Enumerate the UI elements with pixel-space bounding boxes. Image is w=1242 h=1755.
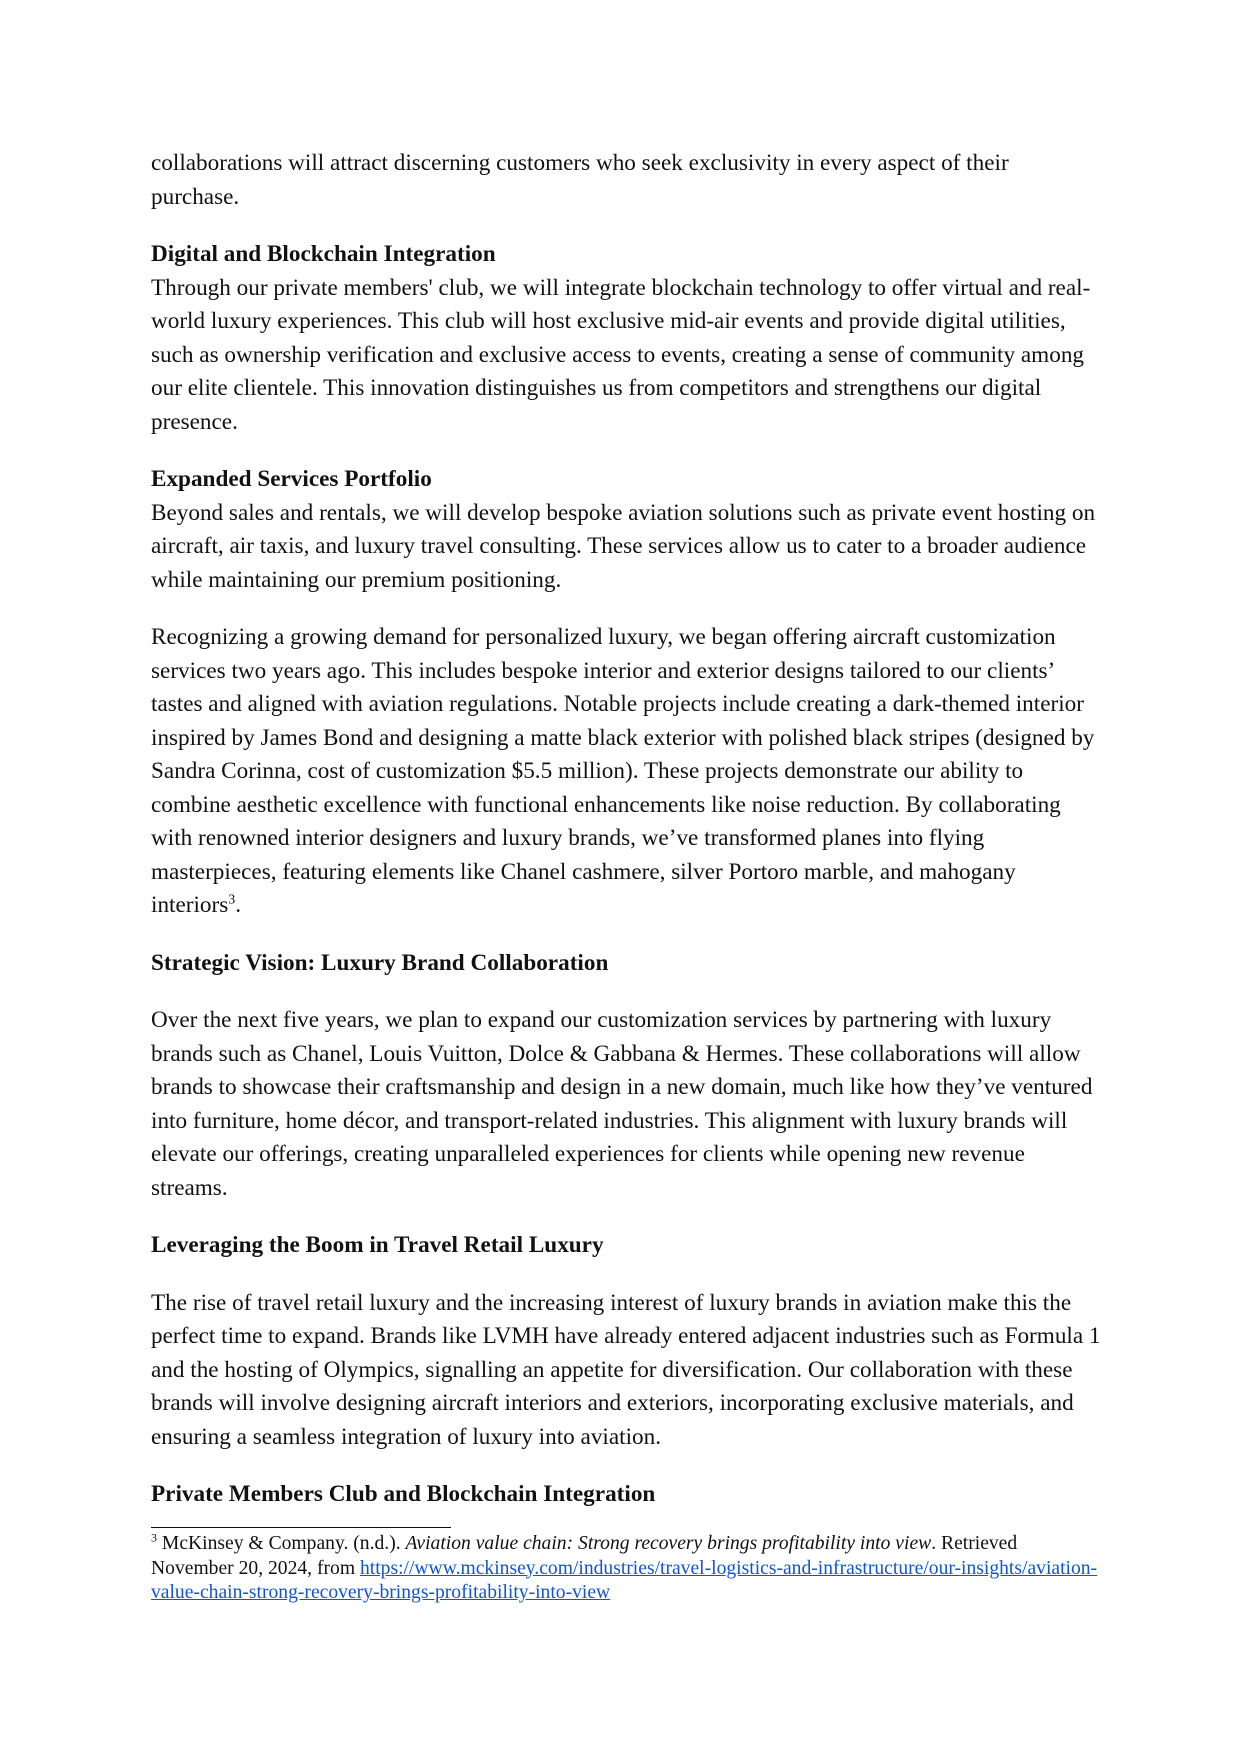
paragraph-travel-retail: The rise of travel retail luxury and the increasing interest of luxury brands in aviation make this the perfect time to expand. Brands like LVMH have already entered adjacent industries such as Formula 1 and the hosting of Olympics, signalling an appetite for diversification. Our collaboration with these brands will involve designing aircraft interiors and exteriors, incorporating exclusive materials, and ensuring a seamless integration of luxury into aviation. bbox=[151, 1289, 1101, 1450]
heading-digital-blockchain: Digital and Blockchain Integration bbox=[151, 241, 496, 267]
footnote-number: 3 bbox=[151, 1530, 157, 1545]
customization-text: Recognizing a growing demand for personalized luxury, we began offering aircraft customization services two years ago. This includes bespoke interior and exterior designs tailored to our clients’ tastes and aligned with aviation regulations. Notable projects include creating a dark-themed interior inspired by James Bond and designing a matte black exterior with polished black stripes (designed by Sandra Corinna, cost of customization $5.5 million). These projects demonstrate our ability to combine aesthetic excellence with functional enhancements like noise reduction. By collaborating with renowned interior designers and luxury brands, we’ve transformed planes into flying masterpieces, featuring elements like Chanel cashmere, silver Portoro marble, and mahogany interiors bbox=[151, 624, 1095, 918]
paragraph-customization bbox=[151, 621, 1101, 923]
paragraph-expanded-services: Beyond sales and rentals, we will develop bespoke aviation solutions such as private event hosting on aircraft, air taxis, and luxury travel consulting. These services allow us to cater to a broader audience while maintaining our premium positioning. bbox=[151, 499, 1096, 593]
intro-continuation-paragraph: collaborations will attract discerning customers who seek exclusivity in every aspect of their purchase. bbox=[151, 150, 1009, 210]
paragraph-digital-blockchain: Through our private members' club, we will integrate blockchain technology to offer virtual and real-world luxury experiences. This club will host exclusive mid-air events and provide digital utilities, such as ownership verification and exclusive access to events, creating a sense of community among our elite clientele. This innovation distinguishes us from competitors and strengthens our digital presence. bbox=[151, 274, 1091, 435]
footnote-reference[interactable]: 3 bbox=[228, 892, 236, 908]
footnote-authors: McKinsey & Company. (n.d.). bbox=[157, 1533, 406, 1554]
heading-travel-retail: Leveraging the Boom in Travel Retail Luxury bbox=[151, 1232, 604, 1258]
footnote bbox=[151, 1532, 1101, 1606]
heading-strategic-vision: Strategic Vision: Luxury Brand Collaboration bbox=[151, 949, 609, 976]
paragraph-strategic-vision: Over the next five years, we plan to expand our customization services by partnering with luxury brands such as Chanel, Louis Vuitton, Dolce & Gabbana & Hermes. These collaborations will allow brands to showcase their craftsmanship and design in a new domain, much like how they’ve ventured into furniture, home décor, and transport-related industries. This alignment with luxury brands will elevate our offerings, creating unparalleled experiences for clients while opening new revenue streams. bbox=[151, 1007, 1093, 1201]
document-body bbox=[151, 147, 1101, 1512]
heading-expanded-services: Expanded Services Portfolio bbox=[151, 466, 432, 492]
heading-private-members-club: Private Members Club and Blockchain Integration bbox=[151, 1481, 656, 1507]
customization-end: . bbox=[235, 892, 242, 918]
footnote-retrieved: . Retrieved November 20, 2024, from bbox=[151, 1533, 1018, 1579]
footnote-title: Aviation value chain: Strong recovery brings profitability into view bbox=[405, 1533, 932, 1554]
footnote-link[interactable]: https://www.mckinsey.com/industries/travel-logistics-and-infrastructure/our-insights/aviation-value-chain-strong-recovery-brings-profitability-into-view bbox=[151, 1557, 1098, 1603]
footnote-divider bbox=[151, 1527, 451, 1528]
